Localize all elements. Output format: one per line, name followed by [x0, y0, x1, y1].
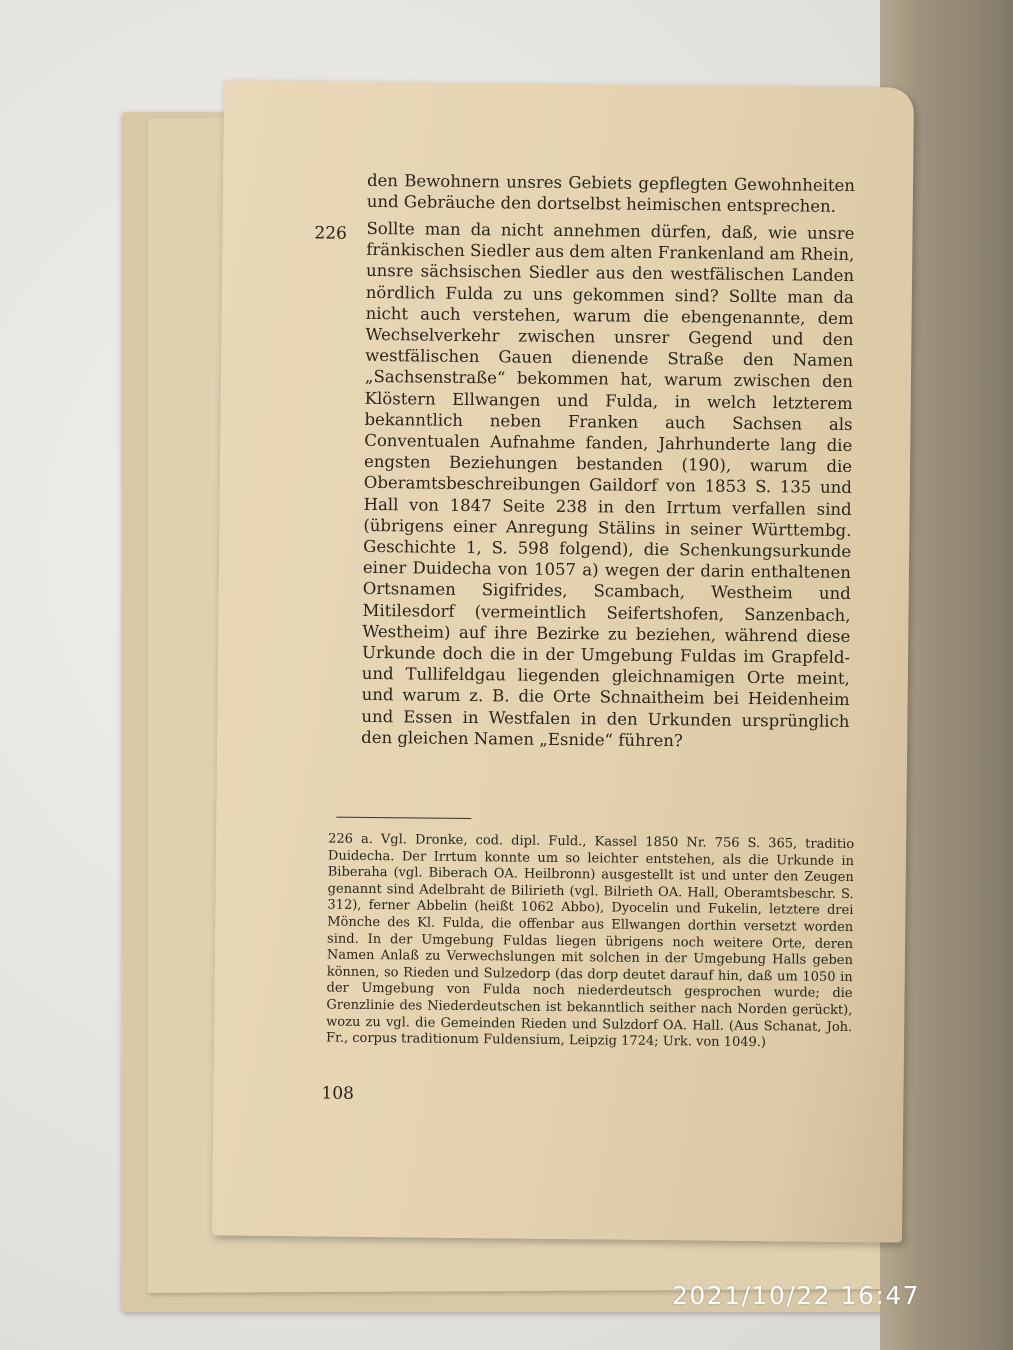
paragraph-text: Sollte man da nicht annehmen dürfen, daß, wie unsre fränkischen Siedler aus dem alten Frankenland am Rhein, unsre sächsischen Siedler aus den westfälischen Landen nördlich Fulda zu uns gekommen sind? Sollte man da nicht auch verstehen, warum die ebengenannte, dem Wechselverkehr zwischen unsrer Gegend und den westfälischen Gauen dienende Straße den Namen „Sachsenstraße“ bekommen hat, warum zwischen den Klöstern Ellwangen und Fulda, in welch letzterem bekanntlich neben Franken auch Sachsen als Conventualen Aufnahme fanden, Jahrhunderte lang die engsten Beziehungen bestanden (190), warum die Oberamtsbeschreibungen Gaildorf von 1853 S. 135 und Hall von 1847 Seite 238 in den Irrtum verfallen sind (übrigens einer Anregung Stälins in seiner Württembg. Geschichte 1, S. 598 folgend), die Schenkungsurkunde einer Duidecha von 1057 a) wegen der darin enthaltenen Ortsnamen Sigifrides, Scambach, Westheim und Mitilesdorf (vermeintlich Seifertshofen, Sanzenbach, Westheim) auf ihre Bezirke zu beziehen, während diese Urkunde doch die in der Umgebung Fuldas im Grapfeld- und Tullifeldgau liegenden gleichnamigen Orte meint, und warum z. B. die Orte Schnaitheim bei Heidenheim und Essen in Westfalen in den Urkunden ursprünglich den gleichen Namen „Esnide“ führen?	[361, 218, 855, 751]
paragraph-number: 226	[314, 223, 348, 244]
footnote-divider	[336, 817, 471, 819]
page-number: 108	[321, 1083, 355, 1104]
book-page	[212, 80, 914, 1242]
footnote-text: 226 a. Vgl. Dronke, cod. dipl. Fuld., Kassel 1850 Nr. 756 S. 365, traditio Duidecha. Der Irrtum konnte um so leichter entstehen, als die Urkunde in Biberaha (vgl. Biberach OA. Heilbronn) ausgestellt ist und unter den Zeugen genannt sind Adelbraht de Bilirieth (vgl. Bilrieth OA. Hall, Oberamtsbeschr. S. 312), ferner Abbelin (heißt 1062 Abbo), Dyocelin und Fukelin, letztere drei Mönche des Kl. Fulda, die offenbar aus Ellwangen dorthin versetzt worden sind. In der Umgebung Fuldas liegen übrigens noch weitere Orte, deren Namen Anlaß zu Verwechslungen mit solchen in der Umgebung Halls geben können, so Rieden und Sulzedorp (das dorp deutet darauf hin, daß um 1050 in der Umgebung von Fulda noch niederdeutsch gesprochen wurde; die Grenzlinie des Niederdeutschen ist bekanntlich seither nach Norden gerückt), wozu zu vgl. die Gemeinden Rieden und Sulzdorf OA. Hall. (Aus Schanat, Joh. Fr., corpus traditionum Fuldensium, Leipzig 1724; Urk. von 1049.)	[325, 831, 855, 1051]
lead-text: den Bewohnern unsres Gebiets gepflegten Gewohnheiten und Gebräuche den dortselbst heimischen entsprechen.	[366, 170, 856, 216]
photo-timestamp: 2021/10/22 16:47	[672, 1281, 921, 1310]
